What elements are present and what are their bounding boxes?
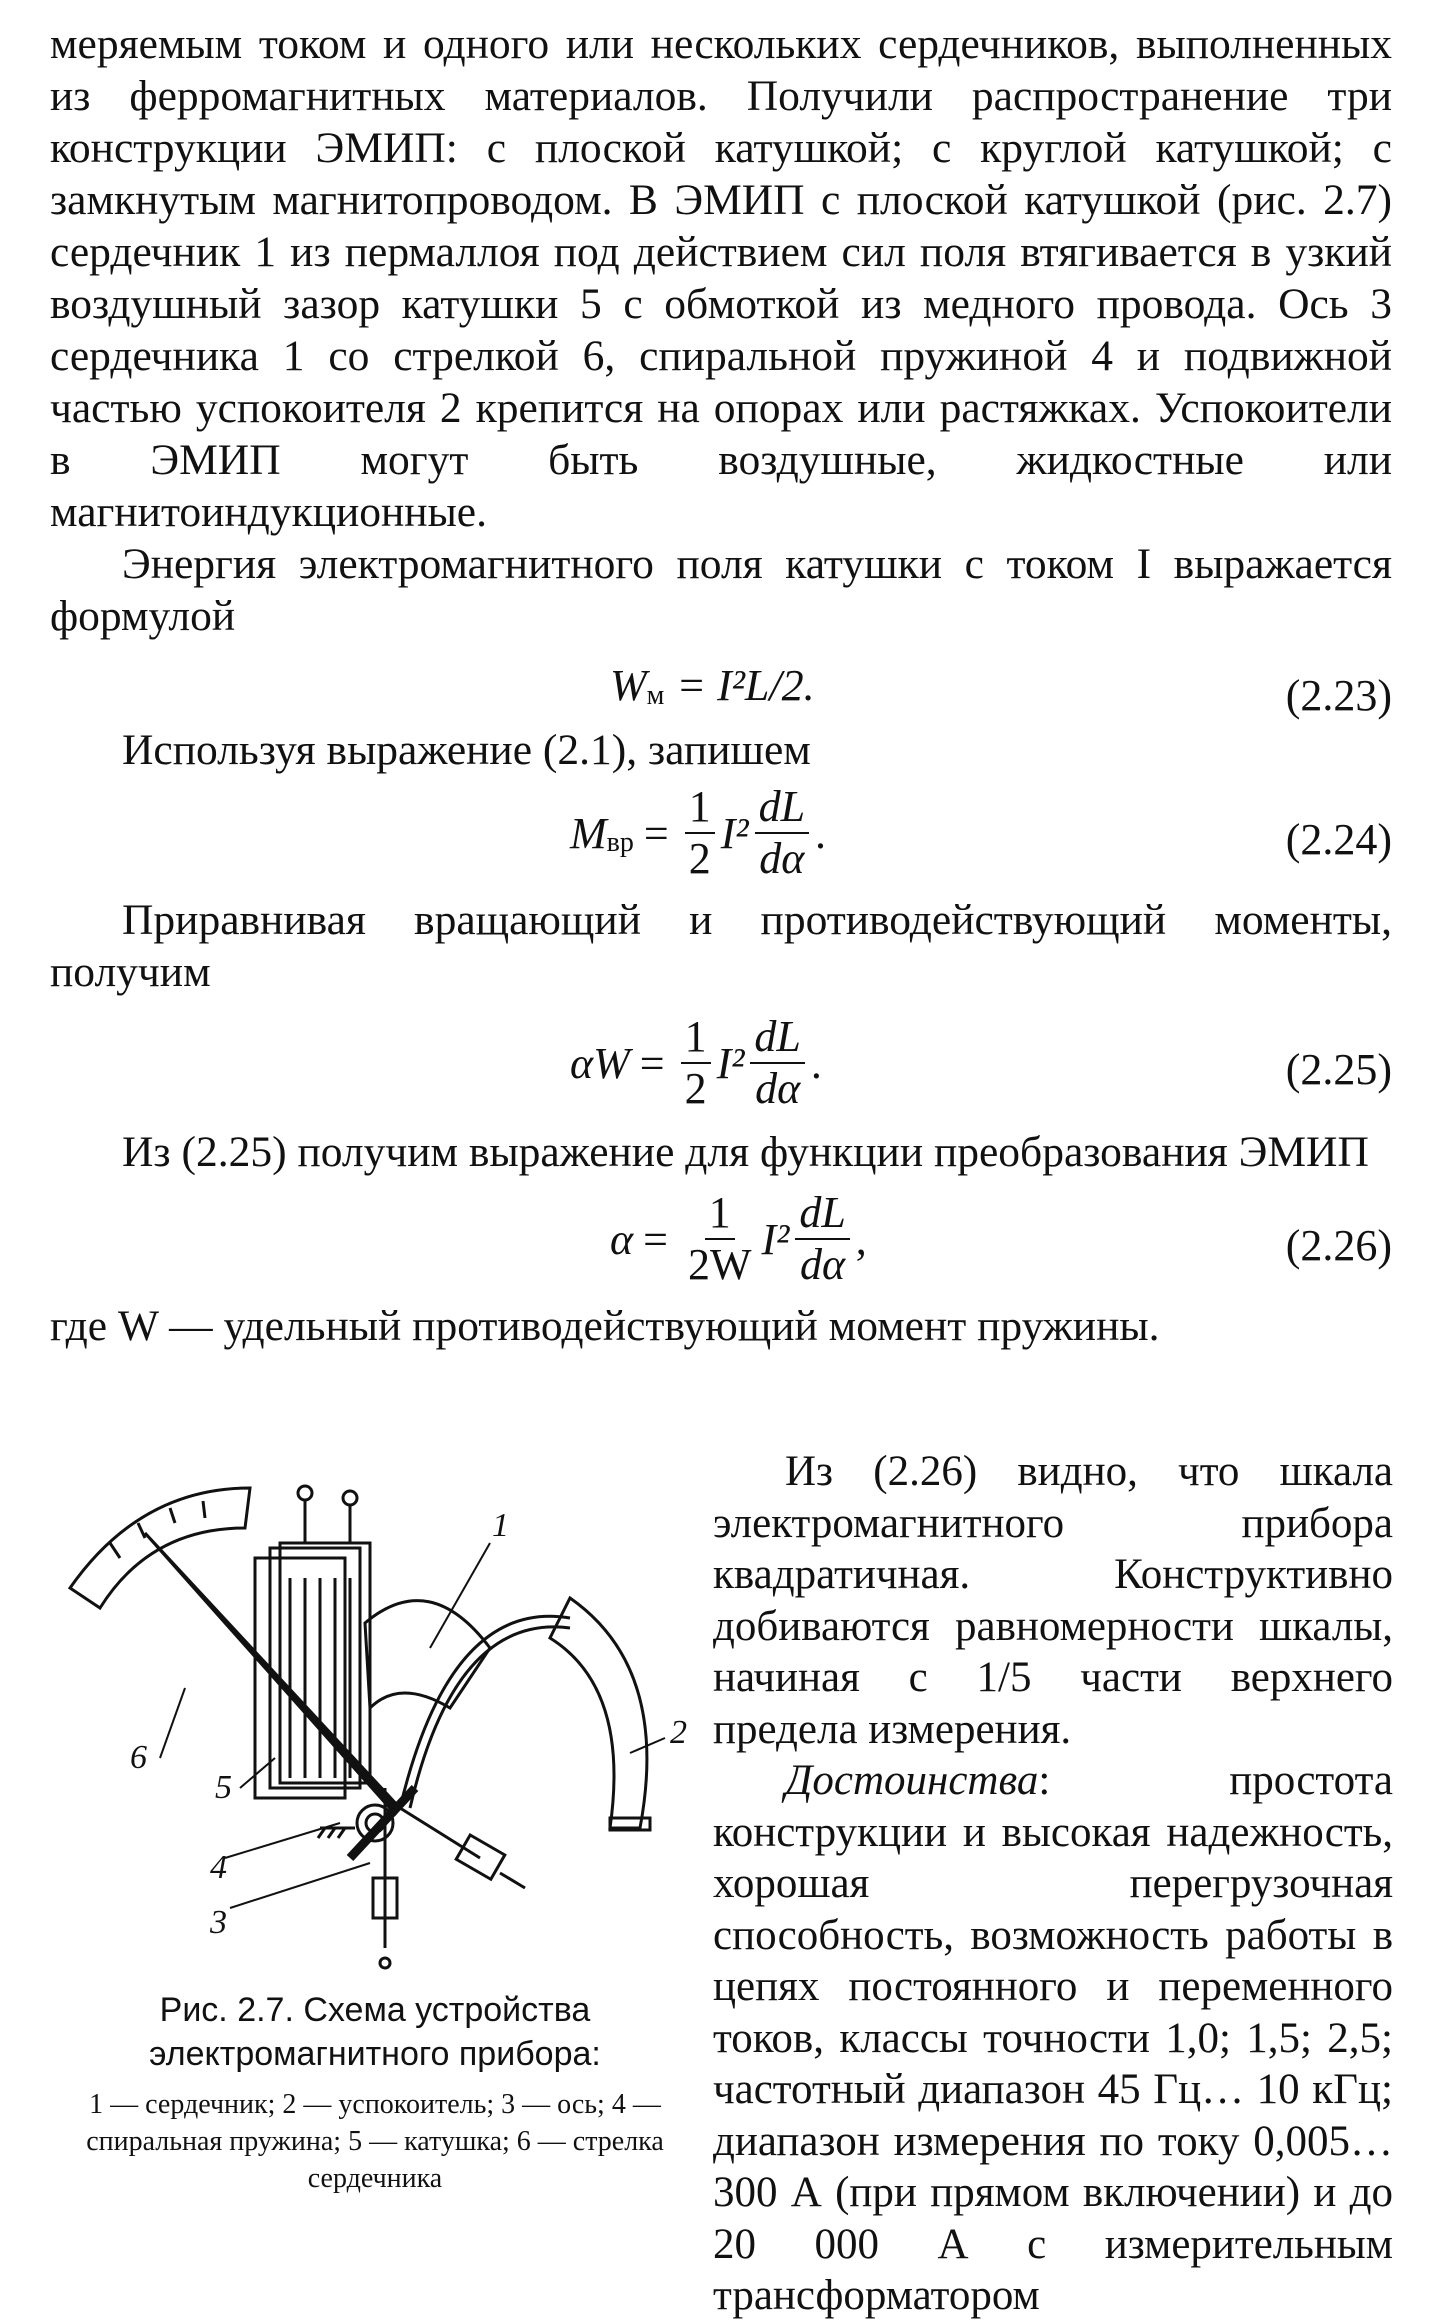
f224-end: . (815, 808, 827, 858)
f226-end: , (855, 1214, 867, 1264)
formula-number-2-24: (2.24) (1285, 815, 1392, 864)
label-3: 3 (210, 1904, 227, 1941)
paragraph-5: Из (2.25) получим выражение для функции преобразования ЭМИП (122, 1128, 1369, 1176)
caption-title: Рис. 2.7. Схема устройства электромагнитного прибора: (149, 1991, 601, 2073)
paragraph-1: меряемым током и одного или нескольких сердечников, выполненных из ферромагнитных материалов. Получили распространение три конструкции ЭМИП: с плоской катушкой; с круглой катушкой; с замкнутым магнитопроводом. В ЭМИП с плоской катушкой (рис. 2.7) сердечник 1 из пермаллоя под действием сил поля втягивается в узкий воздушный зазор катушки 5 с обмоткой из медного провода. Ось 3 сердечника 1 со стрелкой 6, спиральной пружиной 4 и подвижной частью успокоителя 2 крепится на опорах или растяжках. Успокоители в ЭМИП могут быть воздушные, жидкостные или магнитоиндукционные. (50, 20, 1392, 536)
advantages-label: Достоинства (785, 1757, 1039, 1804)
f224-lhs: M (570, 808, 607, 858)
formula-number-2-26: (2.26) (1285, 1221, 1392, 1270)
formula-2-26 (50, 1178, 1392, 1300)
instrument-diagram (50, 1448, 700, 1988)
f224-frac1: $\frac{1}{2}$ (685, 782, 715, 884)
figure-caption (50, 1988, 700, 2197)
label-5: 5 (215, 1769, 232, 1806)
paragraph-2: Энергия электромагнитного поля катушки с током I выражается формулой (50, 540, 1392, 640)
formula-number-2-25: (2.25) (1285, 1045, 1392, 1094)
f224-lhs-sub: вр (606, 827, 634, 858)
advantages-text: : простота конструкции и высокая надежность, хорошая перегрузочная способность, возможность работы в цепях постоянного и переменного токов, классы точности 1,0; 1,5; 2,5; частотный диапазон 45 Гц… 10 кГц; диапазон измерения по току 0,005… 300 А (при прямом включении) и до 20 000 А с измерительным трансформатором (713, 1757, 1393, 2319)
right-paragraph-2 (713, 1755, 1393, 2322)
f224-frac2: $\frac{dL}{d\alpha}$ (755, 782, 809, 884)
formula-number-2-23: (2.23) (1285, 671, 1392, 720)
lower-section (50, 1448, 1393, 2319)
label-4: 4 (210, 1849, 227, 1886)
label-1: 1 (492, 1507, 509, 1544)
formula-2-24 (50, 776, 1392, 894)
formula-2-25 (50, 998, 1392, 1126)
f226-mid: I² (761, 1214, 790, 1264)
f225-frac1: $\frac{1}{2}$ (681, 1012, 711, 1114)
right-column (713, 1448, 1393, 2322)
f224-mid: I² (720, 808, 749, 858)
f226-frac2: $\frac{dL}{d\alpha}$ (795, 1188, 849, 1290)
f225-frac2: $\frac{dL}{d\alpha}$ (750, 1012, 804, 1114)
page (50, 18, 1393, 2319)
f225-end: . (810, 1038, 822, 1088)
f225-mid: I² (716, 1038, 745, 1088)
f223-lhs-sub: м (646, 679, 665, 711)
paragraph-4: Приравнивая вращающий и противодействующий моменты, получим (50, 896, 1392, 996)
f225-lhs: αW (570, 1038, 630, 1088)
f224-eq: = (643, 808, 669, 858)
paragraph-3: Используя выражение (2.1), запишем (122, 726, 811, 774)
paragraph-6: где W — удельный противодействующий момент пружины. (50, 1302, 1160, 1350)
right-paragraph-1: Из (2.26) видно, что шкала электромагнитного прибора квадратичная. Конструктивно добиваются равномерности шкалы, начиная с 1/5 части верхнего предела измерения. (713, 1448, 1393, 1753)
caption-legend: 1 — сердечник; 2 — успокоитель; 3 — ось; 4 — спиральная пружина; 5 — катушка; 6 — стрелка сердечника (86, 2089, 664, 2194)
f226-frac1: $\frac{1}{2W}$ (687, 1188, 752, 1289)
f223-rhs: = I²L/2. (676, 661, 815, 710)
formula-2-23 (50, 642, 1392, 742)
f226-lhs: α (610, 1214, 634, 1264)
f223-lhs: W (610, 661, 647, 710)
figure-2-7 (50, 1448, 700, 2248)
label-6: 6 (130, 1739, 147, 1776)
label-2: 2 (670, 1714, 687, 1751)
f226-eq: = (643, 1214, 668, 1264)
f225-eq: = (639, 1038, 665, 1088)
